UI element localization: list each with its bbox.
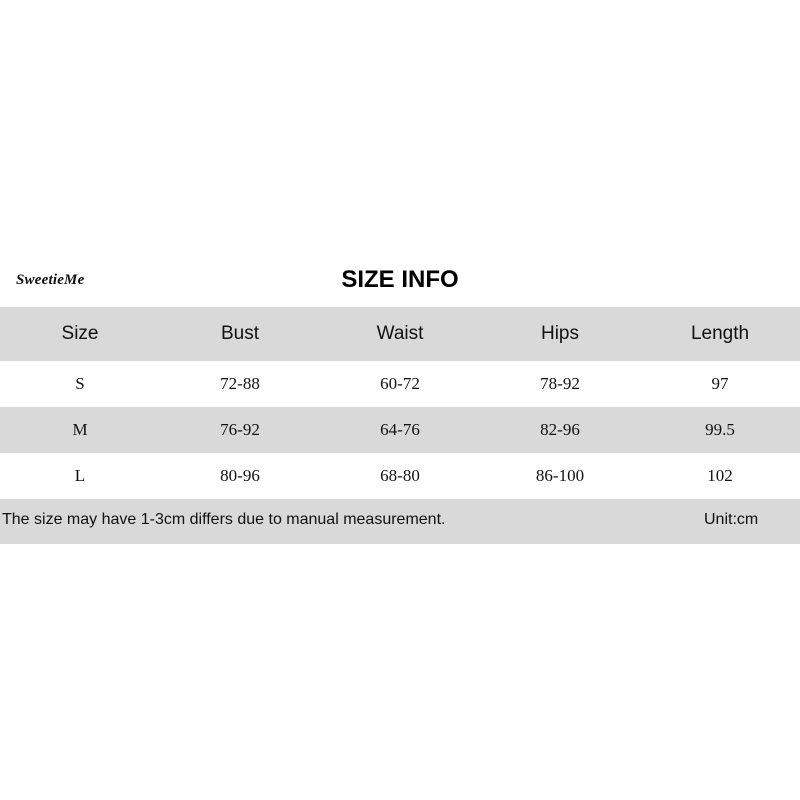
table-row	[0, 361, 800, 407]
cell-waist: 60-72	[380, 374, 420, 393]
footer-band	[0, 499, 800, 544]
page-title: SIZE INFO	[341, 266, 459, 293]
header-hips: Hips	[540, 323, 579, 344]
header-size: Size	[61, 323, 99, 344]
cell-waist: 64-76	[380, 420, 420, 439]
table-row	[0, 407, 800, 453]
cell-bust: 80-96	[220, 466, 260, 485]
cell-length: 102	[707, 466, 733, 485]
unit-label: Unit:cm	[704, 511, 759, 528]
cell-bust: 72-88	[220, 374, 260, 393]
brand-logo: SweetieMe	[16, 272, 85, 288]
cell-length: 99.5	[705, 420, 735, 439]
cell-hips: 78-92	[540, 374, 580, 393]
cell-size: S	[75, 374, 85, 393]
cell-hips: 86-100	[535, 466, 585, 485]
cell-bust: 76-92	[220, 420, 260, 439]
header-waist: Waist	[376, 323, 424, 344]
table-row	[0, 453, 800, 499]
header-length: Length	[690, 323, 750, 344]
size-table	[0, 307, 800, 499]
header-bust: Bust	[220, 323, 260, 344]
table-header-row	[0, 307, 800, 361]
cell-waist: 68-80	[380, 466, 420, 485]
cell-size: L	[74, 466, 86, 485]
cell-size: M	[72, 420, 88, 439]
cell-hips: 82-96	[540, 420, 580, 439]
measurement-note: The size may have 1-3cm differs due to manual measurement.	[2, 511, 446, 528]
cell-length: 97	[711, 374, 729, 393]
